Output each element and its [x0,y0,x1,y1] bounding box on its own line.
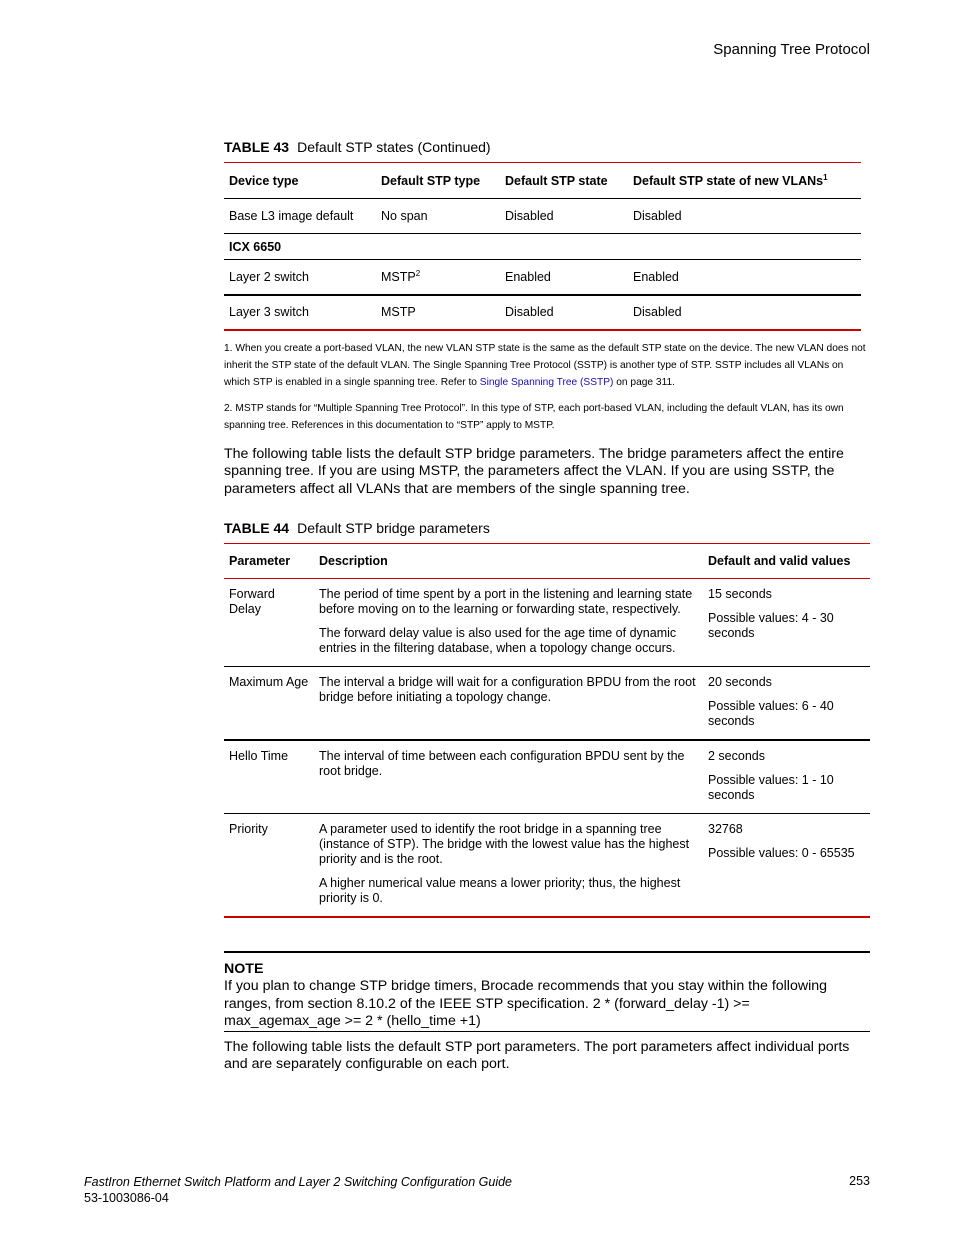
footer-guide-title: FastIron Ethernet Switch Platform and Layer 2 Switching Configuration Guide [84,1175,512,1189]
table43-cell: Disabled [633,305,682,319]
table-row [224,740,870,814]
table44-desc-text: The forward delay value is also used for the age time of dynamic entries in the filtering database, when a topology change occurs. [319,626,677,655]
footnote-2: 2. MSTP stands for “Multiple Spanning Tree Protocol”. In this type of STP, each port-based VLAN, including the default VLAN, has its own spanning tree. References in this documentation to “STP” apply to MSTP. [224,403,844,431]
body-paragraph-2: The following table lists the default STP port parameters. The port parameters affect individual ports and are separately configurable on each port. [224,1039,850,1073]
table43-cell: Layer 3 switch [229,305,309,319]
body-paragraph-1: The following table lists the default STP bridge parameters. The bridge parameters affect the entire spanning tree. If you are using MSTP, the parameters affect the VLAN. If you are using SSTP, the parameters affect all VLANs that are members of the single spanning tree. [224,446,844,497]
table44-values [703,740,870,814]
table44-desc-text: A parameter used to identify the root bridge in a spanning tree (instance of STP). The bridge with the lowest value has the highest priority and is the root. [319,822,690,866]
page-number: 253 [849,1174,870,1188]
table44-desc-text: The interval of time between each configuration BPDU sent by the root bridge. [319,749,685,778]
table44-param: Maximum Age [229,675,309,689]
table44-values [703,579,870,667]
table44-desc [314,740,703,814]
table44-possible-values: Possible values: 0 - 65535 [708,846,855,860]
note-title: NOTE [224,961,264,977]
footnote-1 [224,340,870,391]
note-text: If you plan to change STP bridge timers, Brocade recommends that you stay within the following ranges, from section 8.10.2 of the IEEE STP specification. 2 * (forward_delay -1) >= max_agemax_age >= 2 * (hello_time +1) [224,978,828,1029]
table44-values [703,667,870,741]
table43-header-row [224,163,861,199]
table44-desc-text: The period of time spent by a port in the listening and learning state before moving on to the learning or forwarding state, respectively. [319,587,693,616]
table44-desc-text: The interval a bridge will wait for a configuration BPDU from the root bridge before initiating a topology change. [319,675,696,704]
table-row [224,579,870,667]
table44-label: TABLE 44 [224,520,290,536]
table43-cell-text: MSTP [381,269,416,284]
table43-col-stp-state: Default STP state [505,173,608,188]
table-row [224,260,861,295]
footnote-1-tail: on page 311. [613,377,675,388]
table44-desc [314,579,703,667]
table-row [224,295,861,330]
table43-label: TABLE 43 [224,139,290,155]
table44-possible-values: Possible values: 6 - 40 seconds [708,699,834,728]
table43-cell: Enabled [505,269,551,284]
note-box [224,951,870,1032]
table43-cell [376,260,500,295]
table43-cell: Disabled [505,209,554,223]
table44-desc [314,814,703,918]
table43-group-label: ICX 6650 [229,239,282,254]
table43-col-stp-type: Default STP type [381,173,481,188]
table43-cell: Disabled [633,209,682,223]
table43-title: Default STP states (Continued) [297,139,491,155]
table44-default-value: 15 seconds [708,587,772,601]
table44-param: Priority [229,822,268,836]
table44-caption [224,520,490,536]
table44-col-description: Description [319,554,388,568]
table43-cell: No span [381,209,428,223]
table43-group-row [224,234,861,260]
table44-param: Hello Time [229,749,289,763]
table43-col-new-vlans [628,163,861,199]
table44-param: Forward Delay [229,587,275,616]
footer-doc-number: 53-1003086-04 [84,1191,169,1205]
table43-col-new-vlans-label: Default STP state of new VLANs [633,173,824,188]
table43 [224,162,861,331]
table43-cell: Layer 2 switch [229,269,309,284]
table44-col-parameter: Parameter [229,554,291,568]
table43-cell: Disabled [505,305,554,319]
table44-desc [314,667,703,741]
table44-default-value: 32768 [708,822,743,836]
running-header: Spanning Tree Protocol [713,41,870,58]
table44-possible-values: Possible values: 1 - 10 seconds [708,773,834,802]
table44-header-row [224,544,870,579]
table44-col-values: Default and valid values [708,554,851,568]
table44-default-value: 20 seconds [708,675,772,689]
table-row [224,814,870,918]
table44-possible-values: Possible values: 4 - 30 seconds [708,611,834,640]
footer-left [84,1174,512,1206]
table-row [224,199,861,234]
footnote-ref-2: 2 [415,268,421,278]
table43-col-device-type: Device type [229,173,299,188]
footnote-1-text: 1. When you create a port-based VLAN, the new VLAN STP state is the same as the default STP state on the device. The new VLAN does not inherit the STP state of the default VLAN. The Single Spanning Tree Protocol (SSTP) is another type of STP. SSTP includes all VLANs on which STP is enabled in a single spanning tree. Refer to [224,343,866,388]
table44-desc-text: A higher numerical value means a lower priority; thus, the highest priority is 0. [319,876,681,905]
footnote-ref-1: 1 [823,172,828,182]
sstp-link[interactable]: Single Spanning Tree (SSTP) [479,377,614,388]
table44-title: Default STP bridge parameters [297,520,490,536]
table43-cell: Base L3 image default [229,209,354,223]
table43-cell: Enabled [633,269,679,284]
table43-cell: MSTP [381,305,416,319]
table44-default-value: 2 seconds [708,749,765,763]
table43-caption [224,139,491,155]
table44-values [703,814,870,918]
table-row [224,667,870,741]
table44 [224,543,870,918]
